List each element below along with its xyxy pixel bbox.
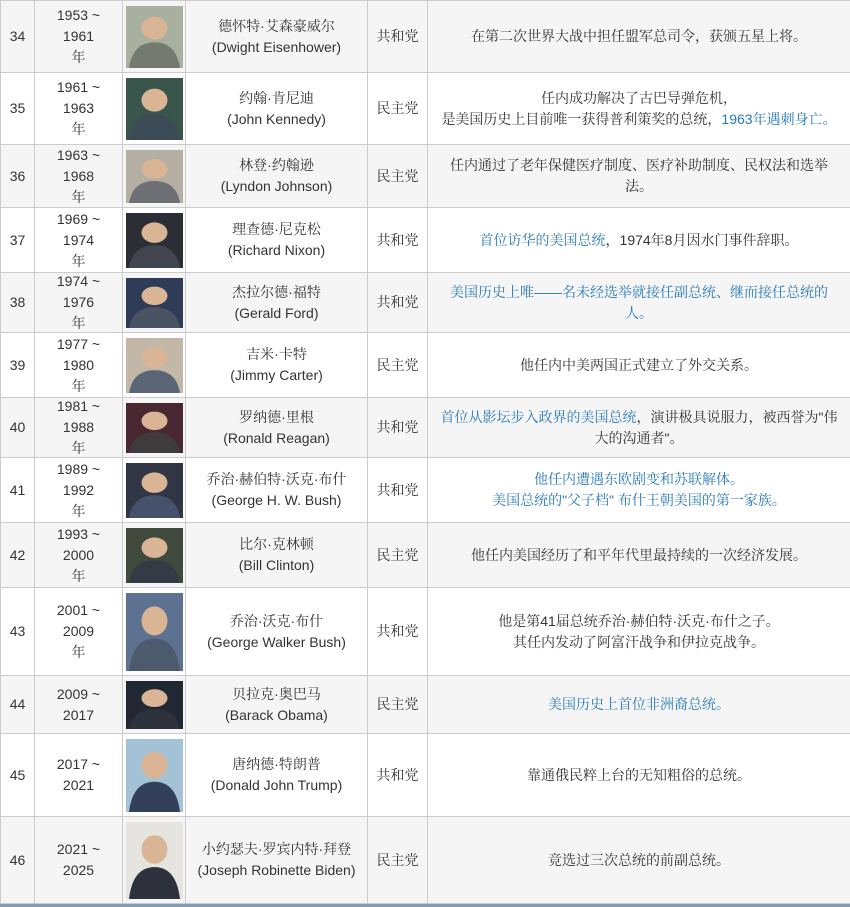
description-line bbox=[541, 88, 737, 109]
description-link[interactable]: 他任内遭遇东欧剧变和苏联解体。 bbox=[534, 471, 744, 487]
photo-cell bbox=[123, 817, 186, 904]
row-number-cell: 46 bbox=[1, 817, 35, 904]
description-line bbox=[471, 545, 807, 566]
photo-cell bbox=[123, 333, 186, 398]
description-cell bbox=[428, 676, 850, 734]
term-cell bbox=[35, 588, 123, 676]
description-text: 在第二次世界大战中担任盟军总司令，获颁五星上将。 bbox=[471, 28, 807, 44]
name-cell bbox=[186, 333, 368, 398]
name-english: (Richard Nixon) bbox=[227, 242, 326, 258]
row-number-cell: 44 bbox=[1, 676, 35, 734]
photo-cell bbox=[123, 523, 186, 588]
biden-portrait[interactable] bbox=[126, 822, 183, 899]
description-text: 是美国历史上目前唯一获得普利策奖的总统， bbox=[441, 110, 722, 127]
row-number-cell: 37 bbox=[1, 208, 35, 273]
ford-portrait[interactable] bbox=[126, 278, 183, 328]
photo-cell bbox=[123, 208, 186, 273]
term-range: 1981 ~ 1988 bbox=[56, 398, 101, 435]
description-link[interactable]: 美国总统的"父子档" 布什王朝美国的第一家族。 bbox=[492, 492, 786, 508]
name-english: (George Walker Bush) bbox=[207, 633, 346, 650]
party-cell: 民主党 bbox=[368, 817, 428, 904]
term-range: 1989 ~ 1992 bbox=[56, 460, 101, 498]
description-line bbox=[498, 611, 780, 632]
description-link[interactable]: 首位从影坛步入政界的美国总统 bbox=[440, 408, 637, 425]
term-range: 2009 ~ 2017 bbox=[56, 685, 101, 723]
description-line bbox=[480, 230, 799, 251]
term-cell bbox=[35, 208, 123, 273]
table-row bbox=[1, 333, 850, 398]
george-w-bush-portrait[interactable] bbox=[126, 593, 183, 671]
name-chinese: 乔治·赫伯特·沃克·布什 bbox=[206, 471, 347, 487]
description-line bbox=[520, 355, 758, 376]
row-number-cell: 34 bbox=[1, 1, 35, 73]
carter-portrait[interactable] bbox=[126, 338, 183, 393]
party-cell: 共和党 bbox=[368, 734, 428, 817]
party-cell: 共和党 bbox=[368, 273, 428, 333]
table-row bbox=[1, 208, 850, 273]
photo-cell bbox=[123, 676, 186, 734]
description-text: 靠通俄民粹上台的无知粗俗的总统。 bbox=[527, 766, 751, 783]
name-chinese: 罗纳德·里根 bbox=[239, 408, 314, 425]
george-h-w-bush-portrait[interactable] bbox=[126, 463, 183, 518]
term-suffix: 年 bbox=[71, 440, 86, 456]
term-cell bbox=[35, 458, 123, 523]
term-suffix: 年 bbox=[71, 644, 86, 660]
description-cell bbox=[428, 73, 850, 145]
table-row bbox=[1, 817, 850, 904]
name-english: (Joseph Robinette Biden) bbox=[197, 862, 356, 878]
party-cell: 民主党 bbox=[368, 73, 428, 145]
description-text: 他是第41届总统乔治·赫伯特·沃克·布什之子。 bbox=[498, 612, 780, 629]
description-text: ，演讲极具说服力，被西誉为"伟大的沟通者"。 bbox=[594, 408, 838, 446]
party-cell: 共和党 bbox=[368, 398, 428, 458]
name-chinese: 杰拉尔德·福特 bbox=[232, 283, 321, 300]
term-suffix: 年 bbox=[71, 121, 86, 137]
term-range: 2017 ~ 2021 bbox=[56, 756, 101, 793]
term-cell bbox=[35, 145, 123, 208]
term-range: 1953 ~ 1961 bbox=[56, 7, 101, 44]
term-cell bbox=[35, 273, 123, 333]
name-cell bbox=[186, 208, 368, 273]
reagan-portrait[interactable] bbox=[126, 403, 183, 453]
johnson-portrait[interactable] bbox=[126, 150, 183, 203]
row-number-cell: 45 bbox=[1, 734, 35, 817]
description-line bbox=[492, 490, 786, 511]
name-cell bbox=[186, 734, 368, 817]
name-english: (John Kennedy) bbox=[227, 110, 326, 127]
nixon-portrait[interactable] bbox=[126, 213, 183, 268]
term-range: 1963 ~ 1968 bbox=[56, 146, 101, 184]
term-cell bbox=[35, 734, 123, 817]
trump-portrait[interactable] bbox=[126, 739, 183, 812]
name-chinese: 林登·约翰逊 bbox=[239, 157, 314, 173]
name-english: (Lyndon Johnson) bbox=[220, 178, 333, 194]
name-english: (Jimmy Carter) bbox=[230, 367, 323, 383]
photo-cell bbox=[123, 145, 186, 208]
party-cell: 共和党 bbox=[368, 458, 428, 523]
party-cell: 共和党 bbox=[368, 1, 428, 73]
name-english: (Donald John Trump) bbox=[210, 777, 343, 793]
term-range: 1961 ~ 1963 bbox=[56, 79, 101, 116]
row-number-cell: 41 bbox=[1, 458, 35, 523]
name-chinese: 小约瑟夫·罗宾内特·拜登 bbox=[201, 841, 352, 857]
term-range: 1977 ~ 1980 bbox=[56, 335, 101, 373]
row-number-cell: 38 bbox=[1, 273, 35, 333]
table-row bbox=[1, 73, 850, 145]
eisenhower-portrait[interactable] bbox=[126, 6, 183, 68]
description-cell bbox=[428, 734, 850, 817]
term-cell bbox=[35, 817, 123, 904]
description-text: ，1974年8月因水门事件辞职。 bbox=[605, 231, 799, 248]
party-cell: 共和党 bbox=[368, 208, 428, 273]
table-row bbox=[1, 273, 850, 333]
row-number-cell: 36 bbox=[1, 145, 35, 208]
term-range: 1993 ~ 2000 bbox=[56, 525, 101, 563]
term-suffix: 年 bbox=[71, 315, 86, 331]
table-row bbox=[1, 458, 850, 523]
party-cell: 民主党 bbox=[368, 676, 428, 734]
description-cell bbox=[428, 523, 850, 588]
description-cell bbox=[428, 273, 850, 333]
name-english: (Ronald Reagan) bbox=[223, 429, 330, 446]
term-range: 1969 ~ 1974 bbox=[56, 210, 101, 248]
name-cell bbox=[186, 458, 368, 523]
description-line bbox=[548, 694, 730, 715]
table-row bbox=[1, 398, 850, 458]
description-cell bbox=[428, 208, 850, 273]
description-cell bbox=[428, 398, 850, 458]
term-cell bbox=[35, 1, 123, 73]
photo-cell bbox=[123, 273, 186, 333]
description-cell bbox=[428, 458, 850, 523]
photo-cell bbox=[123, 1, 186, 73]
term-suffix: 年 bbox=[71, 252, 86, 269]
term-suffix: 年 bbox=[71, 377, 86, 394]
name-cell bbox=[186, 1, 368, 73]
description-cell bbox=[428, 817, 850, 904]
row-number-cell: 39 bbox=[1, 333, 35, 398]
name-english: (George H. W. Bush) bbox=[211, 492, 342, 508]
description-text: 竞选过三次总统的前副总统。 bbox=[548, 851, 730, 868]
description-link[interactable]: 首位访华的美国总统 bbox=[479, 231, 606, 248]
row-number-cell: 42 bbox=[1, 523, 35, 588]
name-chinese: 理查德·尼克松 bbox=[232, 221, 321, 237]
term-cell bbox=[35, 523, 123, 588]
name-chinese: 吉米·卡特 bbox=[246, 346, 307, 362]
name-english: (Gerald Ford) bbox=[234, 304, 319, 321]
term-suffix: 年 bbox=[71, 502, 86, 519]
description-text: 其任内发动了阿富汗战争和伊拉克战争。 bbox=[513, 633, 765, 650]
description-cell bbox=[428, 588, 850, 676]
name-cell bbox=[186, 73, 368, 145]
name-cell bbox=[186, 523, 368, 588]
description-line bbox=[438, 282, 840, 324]
name-english: (Barack Obama) bbox=[225, 706, 328, 723]
name-english: (Bill Clinton) bbox=[238, 557, 315, 573]
term-cell bbox=[35, 73, 123, 145]
party-cell: 共和党 bbox=[368, 588, 428, 676]
description-line bbox=[438, 155, 840, 197]
name-cell bbox=[186, 676, 368, 734]
name-cell bbox=[186, 817, 368, 904]
row-number-cell: 35 bbox=[1, 73, 35, 145]
term-suffix: 年 bbox=[71, 49, 86, 65]
obama-portrait[interactable] bbox=[126, 681, 183, 729]
description-line bbox=[513, 632, 765, 653]
description-line bbox=[438, 407, 840, 449]
description-link[interactable]: 美国历史上首位非洲裔总统。 bbox=[548, 696, 730, 712]
name-chinese: 乔治·沃克·布什 bbox=[229, 612, 324, 629]
description-line bbox=[527, 765, 751, 786]
row-number-cell: 40 bbox=[1, 398, 35, 458]
photo-cell bbox=[123, 458, 186, 523]
term-range: 2001 ~ 2009 bbox=[56, 602, 101, 639]
term-range: 1974 ~ 1976 bbox=[56, 273, 101, 310]
name-cell bbox=[186, 273, 368, 333]
description-line bbox=[441, 109, 836, 130]
name-english: (Dwight Eisenhower) bbox=[211, 38, 342, 55]
kennedy-portrait[interactable] bbox=[126, 78, 183, 140]
party-cell: 民主党 bbox=[368, 333, 428, 398]
description-cell bbox=[428, 145, 850, 208]
name-chinese: 唐纳德·特朗普 bbox=[232, 756, 321, 772]
party-cell: 民主党 bbox=[368, 523, 428, 588]
table-row bbox=[1, 1, 850, 73]
term-suffix: 年 bbox=[71, 188, 86, 205]
description-text: 他任内美国经历了和平年代里最持续的一次经济发展。 bbox=[471, 546, 807, 563]
term-suffix: 年 bbox=[71, 567, 86, 584]
photo-cell bbox=[123, 588, 186, 676]
description-cell bbox=[428, 1, 850, 73]
term-cell bbox=[35, 676, 123, 734]
description-text: 任内成功解决了古巴导弹危机， bbox=[541, 89, 737, 106]
name-chinese: 贝拉克·奥巴马 bbox=[232, 685, 321, 702]
description-line bbox=[548, 850, 730, 871]
name-chinese: 约翰·肯尼迪 bbox=[239, 89, 314, 106]
table-row bbox=[1, 523, 850, 588]
table-row bbox=[1, 676, 850, 734]
name-cell bbox=[186, 145, 368, 208]
description-cell bbox=[428, 333, 850, 398]
table-row bbox=[1, 588, 850, 676]
term-cell bbox=[35, 398, 123, 458]
name-cell bbox=[186, 588, 368, 676]
photo-cell bbox=[123, 398, 186, 458]
table-row bbox=[1, 734, 850, 817]
clinton-portrait[interactable] bbox=[126, 528, 183, 583]
name-cell bbox=[186, 398, 368, 458]
term-range: 2021 ~ 2025 bbox=[56, 841, 101, 878]
description-link[interactable]: 1963年遇刺身亡。 bbox=[721, 110, 837, 127]
row-number-cell: 43 bbox=[1, 588, 35, 676]
description-line bbox=[471, 26, 807, 47]
photo-cell bbox=[123, 734, 186, 817]
photo-cell bbox=[123, 73, 186, 145]
description-link[interactable]: 美国历史上唯——名未经选举就接任副总统、继而接任总统的人。 bbox=[450, 283, 828, 321]
description-line bbox=[534, 469, 744, 490]
description-text: 任内通过了老年保健医疗制度、医疗补助制度、民权法和选举法。 bbox=[450, 157, 828, 194]
name-chinese: 比尔·克林顿 bbox=[239, 536, 314, 552]
table-row bbox=[1, 145, 850, 208]
term-cell bbox=[35, 333, 123, 398]
party-cell: 民主党 bbox=[368, 145, 428, 208]
name-chinese: 德怀特·艾森豪威尔 bbox=[218, 17, 335, 34]
description-text: 他任内中美两国正式建立了外交关系。 bbox=[520, 356, 758, 373]
